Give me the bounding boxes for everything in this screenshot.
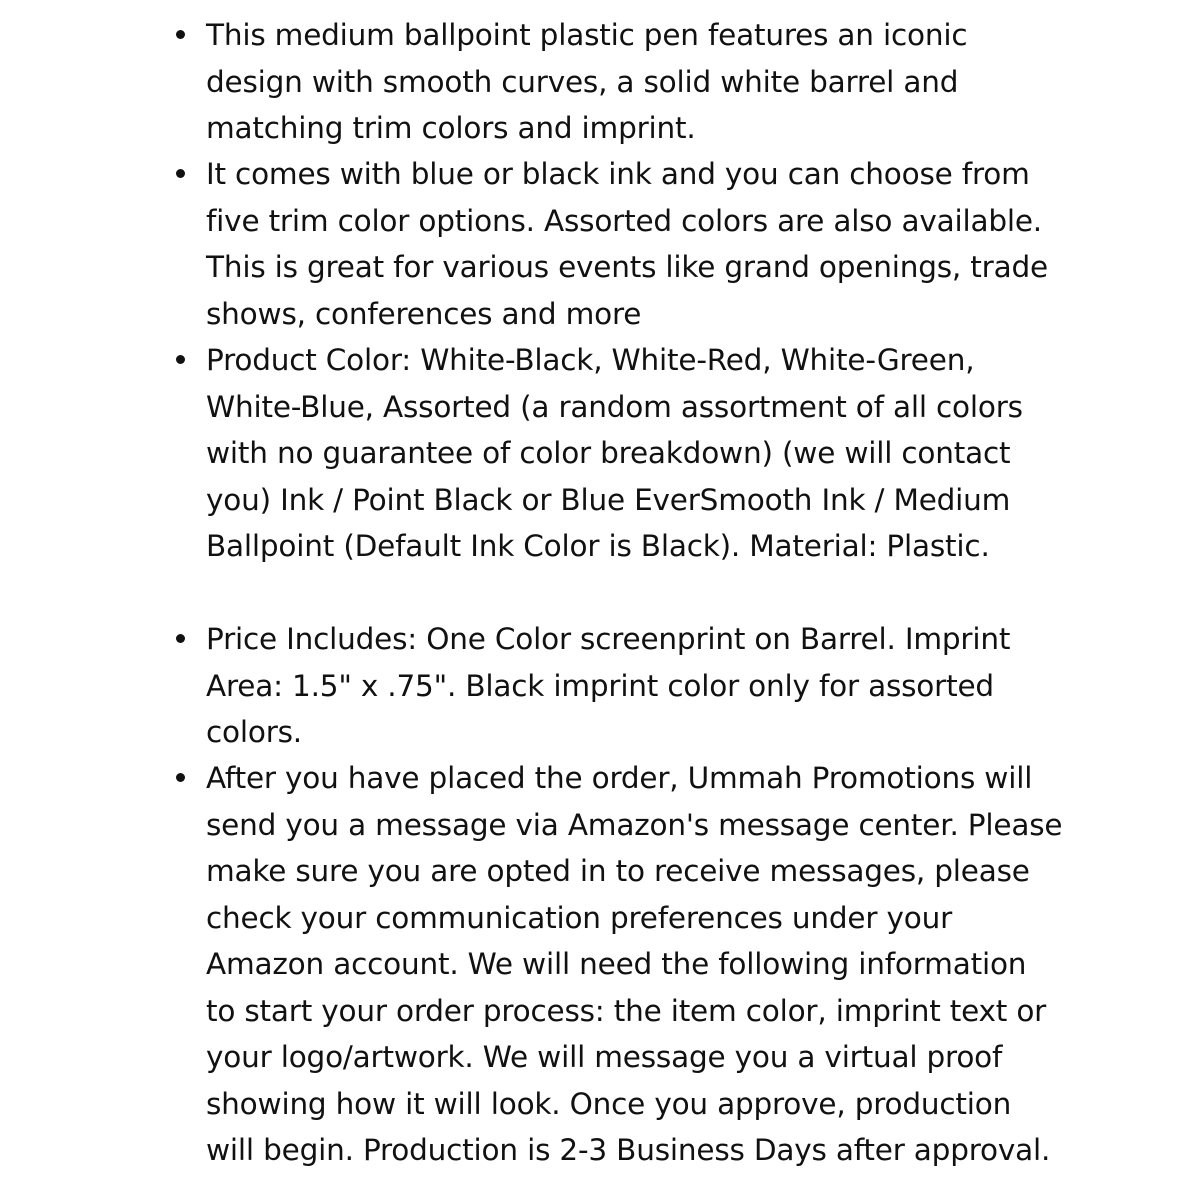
text-line: five trim color options. Assorted colors are also available. bbox=[206, 203, 1042, 238]
bullet-item-order-process bbox=[206, 755, 1063, 1174]
bullet-item-product-color bbox=[206, 337, 1046, 570]
bullet-text bbox=[206, 755, 1063, 1174]
text-line: matching trim colors and imprint. bbox=[206, 111, 696, 145]
text-line: you) Ink / Point Black or Blue EverSmooth Ink / Medium bbox=[206, 482, 1011, 517]
text-line: shows, conferences and more bbox=[206, 296, 642, 331]
bullet-dot-icon bbox=[176, 30, 185, 39]
bullet-text bbox=[206, 151, 1046, 337]
text-line: This medium ballpoint plastic pen features an iconic bbox=[206, 18, 968, 52]
bullet-item-price-includes bbox=[206, 616, 1046, 756]
text-line: This is great for various events like grand openings, trade bbox=[206, 250, 1048, 284]
bullet-dot-icon bbox=[176, 634, 185, 643]
text-line: Product Color: White-Black, White-Red, White-Green, bbox=[206, 343, 975, 377]
text-line: White-Blue, Assorted (a random assortment of all colors bbox=[206, 389, 1023, 424]
text-line: check your communication preferences under your bbox=[206, 900, 953, 935]
bullet-text bbox=[206, 337, 1046, 570]
text-line: send you a message via Amazon's message center. Please bbox=[206, 807, 1063, 842]
text-line: Ballpoint (Default Ink Color is Black). Material: Plastic. bbox=[206, 529, 990, 563]
bullet-text bbox=[206, 12, 1046, 152]
text-line: your logo/artwork. We will message you a virtual proof bbox=[206, 1040, 1003, 1074]
text-line: make sure you are opted in to receive messages, please bbox=[206, 854, 1030, 888]
text-line: design with smooth curves, a solid white barrel and bbox=[206, 64, 959, 99]
text-line: After you have placed the order, Ummah Promotions will bbox=[206, 761, 1033, 795]
bullet-text bbox=[206, 616, 1046, 756]
bullet-dot-icon bbox=[176, 355, 185, 364]
bullet-item-ink-options bbox=[206, 151, 1046, 337]
text-line: to start your order process: the item color, imprint text or bbox=[206, 993, 1047, 1028]
bullet-dot-icon bbox=[176, 169, 185, 178]
text-line: Area: 1.5" x .75". Black imprint color only for assorted bbox=[206, 668, 994, 703]
bullet-item-pen-design bbox=[206, 12, 1046, 152]
text-line: showing how it will look. Once you approve, production bbox=[206, 1086, 1012, 1121]
text-line: Amazon account. We will need the following information bbox=[206, 947, 1027, 981]
text-line: Price Includes: One Color screenprint on Barrel. Imprint bbox=[206, 622, 1011, 656]
text-line: colors. bbox=[206, 715, 302, 749]
text-line: with no guarantee of color breakdown) (we will contact bbox=[206, 436, 1011, 470]
bullet-dot-icon bbox=[176, 773, 185, 782]
text-line: It comes with blue or black ink and you can choose from bbox=[206, 157, 1030, 191]
text-line: will begin. Production is 2-3 Business Days after approval. bbox=[206, 1133, 1051, 1167]
